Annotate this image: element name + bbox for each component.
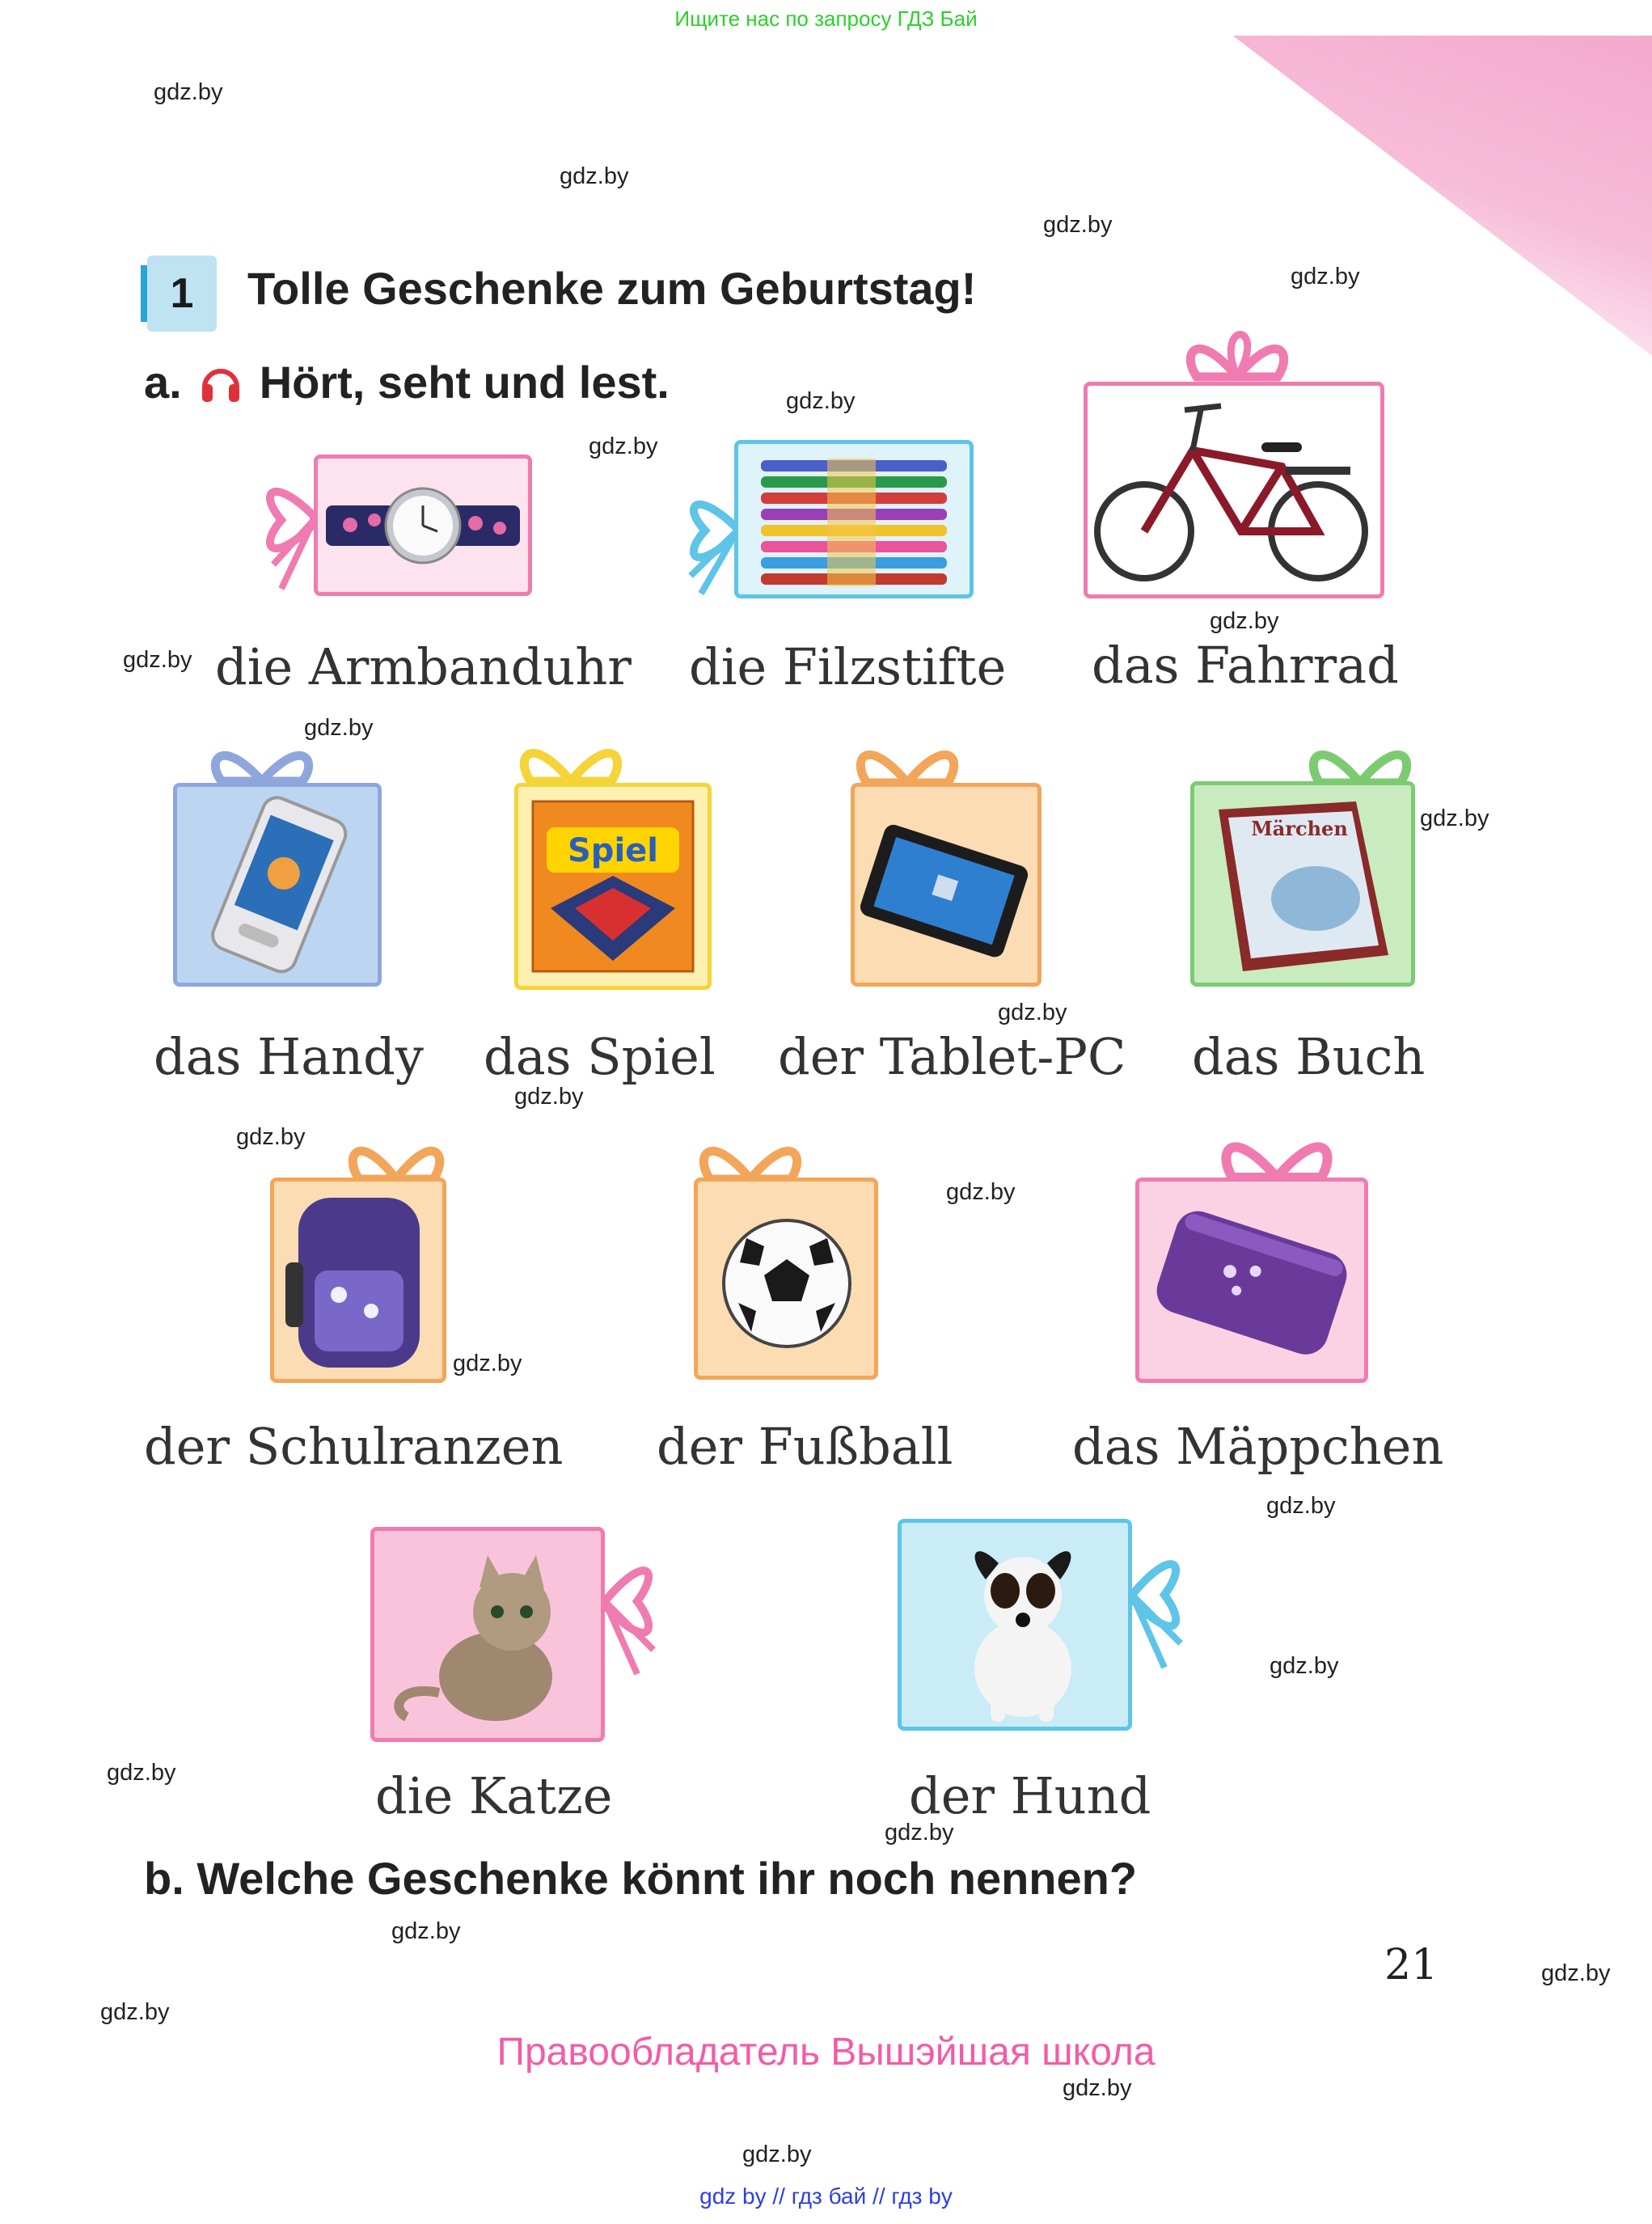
item-label: das Fahrrad: [1092, 636, 1399, 695]
item-label: der Hund: [909, 1766, 1151, 1825]
watermark: gdz.by: [100, 1999, 170, 2025]
gift-tablet: [851, 726, 1043, 987]
task-a-heading: [144, 356, 670, 408]
felt-pens-icon: [738, 444, 970, 594]
school-backpack-icon: [274, 1182, 442, 1379]
football-icon: [698, 1182, 874, 1376]
exercise-title: Tolle Geschenke zum Geburtstag!: [247, 263, 977, 314]
watermark: gdz.by: [946, 1179, 1016, 1205]
game-box-title: Spiel: [568, 832, 658, 869]
book-cover-title: Märchen: [1251, 817, 1348, 840]
tablet-icon: [855, 787, 1037, 983]
watermark: gdz.by: [1541, 1960, 1611, 1986]
page-number: 21: [1384, 1941, 1439, 1989]
gift-box: [1084, 382, 1384, 598]
watermark: gdz.by: [998, 1000, 1067, 1025]
gift-box: [734, 440, 974, 598]
mobile-phone-icon: [177, 787, 378, 983]
watermark: gdz.by: [1043, 212, 1113, 238]
gift-board-game: [514, 725, 712, 990]
gift-box: [898, 1519, 1132, 1731]
item-label: die Katze: [375, 1766, 613, 1825]
item-label: das Spiel: [484, 1027, 716, 1086]
gift-box: [694, 1178, 878, 1380]
ribbon-bow-icon: [205, 728, 319, 789]
gift-box: [1135, 1178, 1368, 1383]
item-label: der Tablet-PC: [778, 1027, 1126, 1086]
gift-box: [173, 783, 382, 987]
task-b-heading: b. Welche Geschenke könnt ihr noch nennen?: [144, 1853, 1138, 1904]
watermark: gdz.by: [236, 1124, 306, 1150]
board-game-icon: [518, 787, 708, 986]
item-label: das Buch: [1192, 1027, 1426, 1086]
item-label: der Schulranzen: [144, 1417, 564, 1476]
gift-box: [270, 1178, 446, 1383]
watermark: gdz.by: [1266, 1493, 1336, 1519]
gift-bicycle: [1084, 320, 1384, 598]
dog-icon: [902, 1523, 1128, 1727]
watermark: gdz.by: [391, 1918, 461, 1944]
ribbon-bow-icon: [589, 1520, 661, 1682]
gift-school-backpack: [270, 1123, 450, 1383]
watermark: gdz.by: [1420, 805, 1489, 831]
watermark: gdz.by: [560, 163, 629, 189]
ribbon-bow-icon: [1216, 1118, 1337, 1186]
rights-holder-notice: Правообладатель Вышэйшая школа: [496, 2031, 1156, 2074]
watermark: gdz.by: [107, 1760, 176, 1786]
ribbon-bow-icon: [514, 725, 627, 789]
gift-box: [370, 1527, 605, 1742]
book-icon: [1194, 785, 1411, 983]
bicycle-icon: [1088, 386, 1380, 594]
pink-corner-decoration: [1070, 0, 1652, 356]
gift-felt-pens: [681, 440, 980, 602]
gift-box: [851, 783, 1041, 987]
exercise-number-badge: 1: [147, 256, 217, 332]
watermark: gdz.by: [589, 433, 658, 459]
gift-wristwatch: [257, 443, 540, 602]
watermark: gdz.by: [123, 647, 192, 673]
watermark: gdz.by: [1270, 1653, 1339, 1679]
ribbon-bow-icon: [1181, 320, 1294, 385]
watermark: gdz.by: [786, 388, 856, 414]
gift-book: [1190, 726, 1422, 987]
ribbon-bow-icon: [1116, 1514, 1189, 1676]
watermark: gdz.by: [1291, 264, 1360, 290]
gift-box: [314, 455, 532, 596]
watermark: gdz.by: [1063, 2075, 1132, 2101]
task-a-text: Hört, seht und lest.: [259, 357, 670, 408]
item-label: die Armbanduhr: [215, 637, 632, 696]
wristwatch-icon: [318, 459, 528, 592]
watermark: gdz.by: [1210, 608, 1279, 634]
item-label: der Fußball: [657, 1417, 953, 1476]
watermark: gdz.by: [453, 1351, 522, 1376]
headphones-icon: [198, 360, 243, 405]
gift-pencil-case: [1135, 1118, 1370, 1383]
watermark: gdz.by: [885, 1820, 954, 1846]
item-label: das Handy: [154, 1027, 424, 1086]
gift-box: [1190, 781, 1415, 987]
watermark: gdz.by: [514, 1084, 584, 1110]
gift-football: [694, 1123, 880, 1380]
gift-dog: [898, 1514, 1189, 1732]
search-banner: Ищите нас по запросу ГДЗ Бай: [674, 6, 978, 31]
item-label: das Mäppchen: [1072, 1417, 1444, 1476]
cat-icon: [374, 1531, 601, 1738]
gift-cat: [370, 1520, 661, 1742]
task-a-letter: a.: [144, 357, 182, 408]
watermark: gdz.by: [304, 715, 374, 741]
ribbon-bow-icon: [851, 726, 964, 791]
pencil-case-icon: [1139, 1182, 1364, 1379]
gift-box: [514, 783, 712, 990]
footer-links[interactable]: gdz by // гдз бай // гдз by: [699, 2184, 953, 2209]
gift-mobile-phone: [173, 728, 383, 987]
watermark: gdz.by: [154, 79, 223, 105]
item-label: die Filzstifte: [689, 637, 1007, 696]
watermark: gdz.by: [742, 2142, 812, 2167]
